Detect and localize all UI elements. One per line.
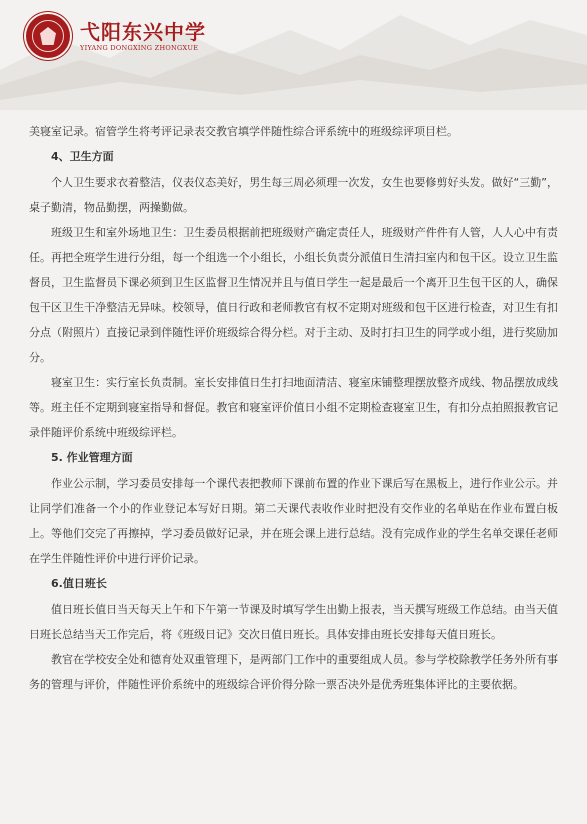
paragraph-homework: 作业公示制，学习委员安排每一个课代表把教师下课前布置的作业下课后写在黑板上，进行作业公示。并让同学们准备一个小的作业登记本写好日期。第二天课代表收作业时把没有交作业的名单贴在作业布置白板上。等他们交完了再擦掉，学习委员做好记录，并在班会课上进行总结。没有完成作业的学生名单交课任老师在学生伴随性评价中进行评价记录。 (29, 477, 558, 565)
school-name-block (80, 21, 206, 52)
section-heading-hygiene: 4、卫生方面 (51, 150, 114, 163)
paragraph-dorm-hygiene: 寝室卫生：实行室长负责制。室长安排值日生打扫地面清洁、寝室床铺整理摆放整齐成线、物品摆放成线等。班主任不定期到寝室指导和督促。教官和寝室评价值日小组不定期检查寝室卫生，有扣分点拍照报教官记录伴随评价系统中班级综评栏。 (29, 376, 558, 439)
section-heading-duty-monitor: 6.值日班长 (51, 577, 107, 590)
school-name-en: YIYANG DONGXING ZHONGXUE (80, 43, 199, 52)
paragraph-personal-hygiene: 个人卫生要求衣着整洁，仪表仪态美好，男生每三周必须理一次发，女生也要修剪好头发。做好“三勤”，桌子勤清，物品勤摆，两操勤做。 (29, 176, 558, 214)
paragraph-continued: 美寝室记录。宿管学生将考评记录表交教官填学伴随性综合评系统中的班级综评项目栏。 (29, 125, 458, 138)
paragraph-class-hygiene: 班级卫生和室外场地卫生：卫生委员根据前把班级财产确定责任人，班级财产件件有人管，人人心中有责任。再把全班学生进行分组，每一个组选一个小组长，小组长负责分派值日生清扫室内和包干区。设立卫生监督员，卫生监督员下课必须到卫生区监督卫生情况并且与值日学生一起是最后一个离开卫生包干区的人，确保包干区卫生干净整洁无异味。校领导，值日行政和老师教官有权不定期对班级和包干区进行检查，对卫生有扣分点（附照片）直接记录到伴随性评价班级综合得分栏。对于主动、及时打扫卫生的同学或小组，进行奖励加分。 (29, 226, 558, 364)
school-seal-icon (26, 14, 70, 58)
document-body (29, 119, 558, 697)
paragraph-instructor: 教官在学校安全处和德育处双重管理下，是两部门工作中的重要组成人员。参与学校除教学任务外所有事务的管理与评价，伴随性评价系统中的班级综合评价得分除一票否决外是优秀班集体评比的主要依据。 (29, 653, 558, 691)
paragraph-duty-monitor: 值日班长值日当天每天上午和下午第一节课及时填写学生出勤上报表，当天撰写班级工作总结。由当天值日班长总结当天工作完后，将《班级日记》交次日值日班长。具体安排由班长安排每天值日班长。 (29, 603, 558, 641)
section-heading-homework: 5. 作业管理方面 (51, 451, 133, 464)
school-logo (26, 14, 206, 58)
school-name-cn: 弋阳东兴中学 (80, 19, 206, 44)
